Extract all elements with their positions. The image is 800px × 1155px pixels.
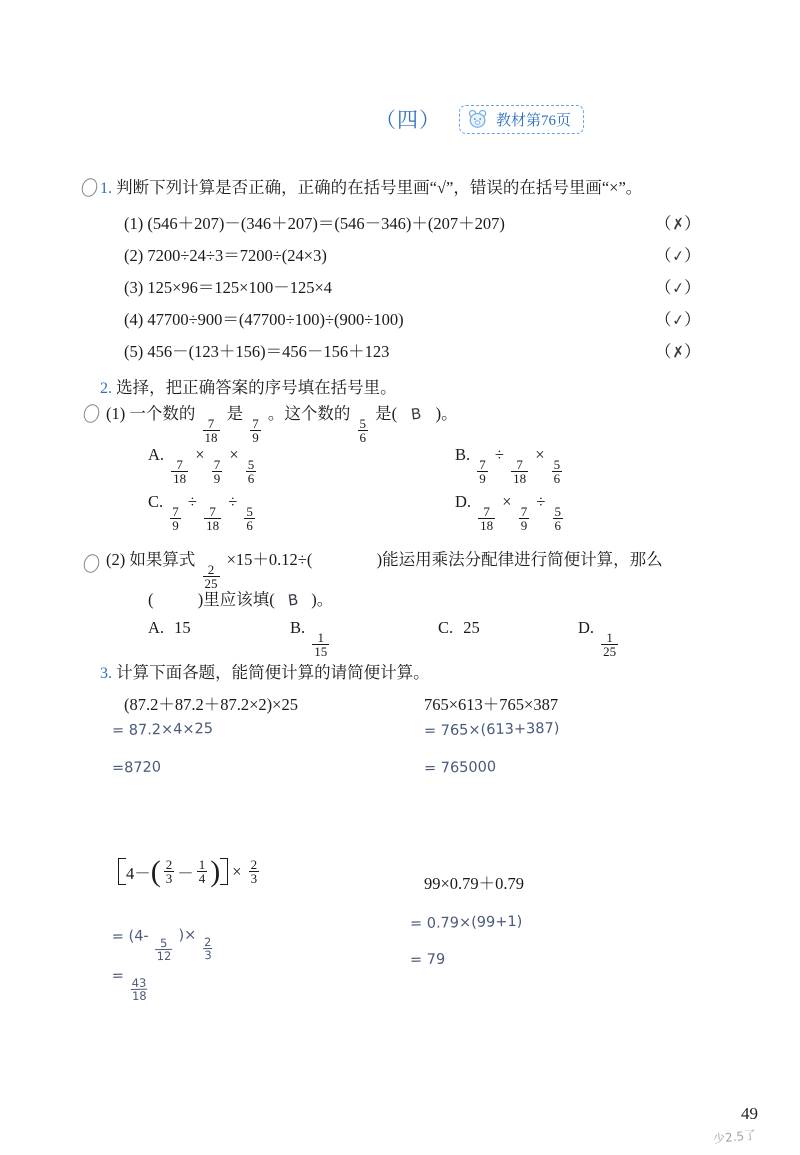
num: 2: [203, 935, 212, 950]
den: 18: [206, 517, 220, 533]
q2-sub1-option-a-op1: ×: [195, 445, 205, 464]
den: 3: [250, 871, 258, 886]
den: 3: [165, 871, 173, 886]
q2-sub1-option-c-op2: ÷: [228, 492, 238, 511]
q2-sub1-option-c-key: C.: [148, 492, 164, 511]
q2-sub2-option-d[interactable]: [578, 618, 621, 658]
q2-sub1-option-c-frac-3: [244, 505, 255, 532]
num: 5: [553, 456, 561, 472]
den: 6: [554, 517, 562, 533]
question-3-number: 3.: [100, 665, 112, 682]
q3-problem-3-expr: [118, 854, 262, 890]
den: 9: [520, 517, 528, 533]
q2-sub1-option-a-key: A.: [148, 445, 165, 464]
q2-sub1-option-a-frac-2: [212, 458, 223, 485]
q2-sub2-option-d-key: D.: [578, 618, 595, 637]
q2-sub2-option-b[interactable]: [290, 618, 332, 658]
q3-problem-2-work-line-1: = 765×(613+387): [423, 720, 560, 740]
num: 7: [479, 456, 486, 472]
q3-problem-3-mult: ×: [232, 861, 242, 881]
q2-sub2-frac-numerator: 2: [207, 561, 215, 577]
num: 7: [483, 503, 490, 519]
q3-problem-1-expr: (87.2＋87.2＋87.2×2)×25: [124, 695, 298, 714]
den: 18: [480, 517, 494, 533]
q2-sub1-option-c-op1: ÷: [187, 492, 197, 511]
textbook-page-label: 教材第76页: [496, 112, 572, 129]
page-number: 49: [741, 1104, 758, 1123]
question-3-prompt: 计算下面各题，能简便计算的请简便计算。: [116, 663, 430, 682]
den: 25: [603, 643, 617, 659]
q3-problem-2-expr: 765×613＋765×387: [424, 695, 559, 714]
num: 5: [554, 503, 562, 519]
q2-sub2-line2-b: )里应该填(: [197, 590, 275, 609]
q1-item-1: [124, 210, 505, 234]
num: 2: [165, 857, 173, 872]
q2-sub1-option-b-frac-2: [511, 458, 528, 485]
q2-sub1-option-d-frac-1: [478, 505, 495, 532]
den: 15: [314, 643, 328, 659]
q1-item-3-answer: ✓: [670, 278, 686, 298]
q2-sub1-option-b[interactable]: [455, 445, 565, 485]
q2-sub1-text-a: 一个数的: [129, 404, 196, 423]
den: 18: [131, 988, 147, 1004]
q2-sub2-line2-c: )。: [311, 590, 334, 609]
q1-item-1-label: (1): [124, 214, 144, 233]
q2-sub2-label: (2): [106, 550, 126, 569]
q3-problem-3-work1-frac: [155, 937, 172, 962]
q1-item-3-answer-box[interactable]: （✓）: [655, 278, 701, 298]
q2-sub1-fraction-3: [358, 417, 369, 444]
q2-sub1-fraction-1: [203, 417, 220, 444]
q2-sub2-stem-line1: [106, 546, 663, 590]
left-square-bracket: [118, 858, 126, 885]
q2-sub1-option-d-key: D.: [455, 492, 472, 511]
q2-sub1-text-d: 是(: [375, 404, 398, 423]
q3-problem-3-lead: 4－: [126, 863, 151, 883]
q2-sub1-option-d-op2: ÷: [536, 492, 546, 511]
den: 4: [198, 871, 206, 886]
q3-problem-4-work-line-2: = 79: [409, 951, 446, 969]
q1-item-2-answer: ✓: [670, 246, 686, 266]
margin-check-mark-q1: [79, 176, 100, 199]
q2-sub2-text-b: ×15＋0.12÷(: [226, 550, 313, 569]
q2-sub2-frac-denominator: 25: [204, 575, 218, 591]
num: 5: [159, 936, 168, 951]
q1-item-2-answer-box[interactable]: （✓）: [655, 246, 701, 266]
q1-item-5-expr: 456－(123＋156)＝456－156＋123: [147, 342, 390, 361]
right-square-bracket: [220, 858, 228, 885]
q3-problem-3-minus: －: [177, 863, 194, 883]
section-title: （四）: [375, 108, 441, 132]
q2-sub2-text-a: 如果算式: [129, 550, 196, 569]
num: 7: [213, 456, 221, 472]
q2-sub1-stem: [106, 400, 458, 444]
den: 3: [204, 948, 212, 963]
q1-item-4-label: (4): [124, 310, 144, 329]
q1-item-3-label: (3): [124, 278, 144, 297]
q2-sub2-option-c-value: 25: [463, 618, 480, 637]
den: 6: [247, 470, 255, 486]
q2-sub1-answer[interactable]: B: [410, 404, 423, 424]
q2-sub2-option-c-key: C.: [438, 618, 454, 637]
num: 7: [516, 456, 523, 472]
q1-item-1-expr: (546＋207)－(346＋207)＝(546－346)＋(207＋207): [147, 214, 505, 233]
margin-check-mark-q2-1: [81, 402, 102, 425]
q2-sub1-option-d-frac-3: [553, 505, 564, 532]
den: 6: [246, 517, 253, 533]
q3-problem-3-work-line-1: [112, 927, 215, 964]
q2-sub2-option-c[interactable]: [438, 618, 480, 638]
q2-sub1-f2-denominator: 9: [252, 429, 259, 445]
den: 12: [156, 949, 172, 964]
q3-problem-3-work-line-2: [112, 968, 150, 1003]
q2-sub1-option-a-op2: ×: [229, 445, 239, 464]
q3-problem-1-work-line-2: =8720: [111, 759, 162, 777]
q2-sub1-option-b-op2: ×: [535, 445, 545, 464]
den: 9: [479, 470, 486, 486]
den: 6: [553, 470, 561, 486]
num: 2: [250, 857, 258, 872]
q1-item-5-answer: ✗: [670, 342, 686, 362]
q2-sub2-option-a-key: A.: [148, 618, 165, 637]
q2-sub1-option-a-frac-3: [246, 458, 257, 485]
q3-problem-4-work-line-1: = 0.79×(99+1): [409, 913, 523, 933]
num: 1: [606, 629, 613, 645]
q2-sub1-option-c-frac-1: [170, 505, 181, 532]
den: 18: [173, 470, 187, 486]
footer-handwritten-scribble: 少2.5了: [712, 1127, 757, 1147]
q2-sub1-option-b-op1: ÷: [494, 445, 504, 464]
q1-item-2-label: (2): [124, 246, 144, 265]
q1-item-4-answer: ✓: [670, 310, 686, 330]
q2-sub1-option-a[interactable]: [148, 445, 259, 485]
q3-problem-2-work-line-2: = 765000: [423, 759, 497, 777]
q2-sub1-f1-numerator: 7: [207, 415, 215, 431]
q2-sub1-option-b-frac-3: [552, 458, 563, 485]
num: 7: [176, 456, 183, 472]
q3-problem-3-work1-post: )×: [178, 927, 197, 944]
q1-item-2: [124, 242, 327, 266]
q2-sub2-option-d-frac: [601, 631, 618, 658]
q2-sub2-option-b-key: B.: [290, 618, 306, 637]
den: 9: [172, 517, 179, 533]
q1-item-2-expr: 7200÷24÷3＝7200÷(24×3): [147, 246, 327, 265]
q2-sub2-option-b-frac: [312, 631, 329, 658]
num: 5: [247, 456, 255, 472]
q3-problem-1-work-line-1: = 87.2×4×25: [111, 720, 214, 740]
q3-problem-3-outer-frac: [249, 858, 260, 885]
q2-sub1-f1-denominator: 18: [204, 429, 218, 445]
q3-problem-3-work1-frac2: [203, 936, 213, 961]
q1-item-3-expr: 125×96＝125×100－125×4: [147, 278, 333, 297]
q3-problem-3-inner-frac-2: [197, 858, 208, 885]
q1-item-5: [124, 338, 389, 362]
q2-sub1-label: (1): [106, 404, 126, 423]
q3-problem-3-work1-pre: = (4-: [111, 928, 149, 946]
q2-sub1-text-e: )。: [435, 404, 458, 423]
bear-icon: [467, 109, 489, 129]
q2-sub1-text-c: 。这个数的: [267, 404, 351, 423]
q3-problem-4-expr: 99×0.79＋0.79: [424, 874, 525, 893]
num: 1: [317, 629, 325, 645]
q3-problem-3-work2-frac: [131, 977, 148, 1002]
page-header: [375, 104, 584, 134]
q1-item-1-answer-box[interactable]: （✗）: [655, 214, 701, 234]
question-1-number: 1.: [100, 180, 112, 197]
q2-sub1-option-a-frac-1: [171, 458, 188, 485]
den: 18: [513, 470, 527, 486]
q2-sub1-option-c-frac-2: [204, 505, 221, 532]
q1-item-5-answer-box[interactable]: （✗）: [655, 342, 701, 362]
num: 7: [520, 503, 528, 519]
q1-item-3: [124, 274, 332, 298]
q2-sub1-option-d-op1: ×: [502, 492, 512, 511]
num: 7: [172, 503, 179, 519]
q2-sub2-option-a-value: 15: [174, 618, 191, 637]
q2-sub1-fraction-2: [250, 417, 261, 444]
q3-problem-3-work2-pre: =: [111, 968, 125, 985]
q2-sub1-text-b: 是: [226, 404, 244, 423]
q2-sub1-option-b-frac-1: [477, 458, 488, 485]
question-2-heading: [100, 374, 397, 398]
num: 5: [246, 503, 253, 519]
q3-problem-3-bracket-expression: 4－ ( $\frac{2}{3}$ － $\frac{1}{4}$ ) × $\frac{2}{3}$: [118, 858, 262, 885]
q1-item-4-answer-box[interactable]: （✓）: [655, 310, 701, 330]
q2-sub2-stem-line2: [148, 586, 333, 610]
q2-sub2-text-c: )能运用乘法分配律进行简便计算，那么: [376, 550, 663, 569]
q2-sub1-option-d[interactable]: [455, 492, 566, 532]
den: 9: [213, 470, 221, 486]
q2-sub1-option-c[interactable]: [148, 492, 258, 532]
question-1-heading: [100, 174, 642, 198]
q1-item-1-answer: ✗: [670, 214, 686, 234]
q2-sub1-f3-denominator: 6: [359, 429, 366, 445]
q2-sub2-answer[interactable]: B: [286, 590, 300, 610]
question-2-number: 2.: [100, 380, 112, 397]
num: 1: [198, 857, 206, 872]
margin-check-mark-q2-2: [81, 552, 102, 575]
question-2-prompt: 选择，把正确答案的序号填在括号里。: [116, 378, 397, 397]
textbook-page-badge: [459, 105, 584, 134]
question-3-heading: [100, 659, 430, 683]
num: 43: [131, 975, 147, 991]
q2-sub1-f2-numerator: 7: [252, 415, 259, 431]
q2-sub2-option-a[interactable]: [148, 618, 191, 638]
q2-sub1-f3-numerator: 5: [359, 415, 366, 431]
q1-item-4-expr: 47700÷900＝(47700÷100)÷(900÷100): [147, 310, 404, 329]
q2-sub1-option-b-key: B.: [455, 445, 471, 464]
q2-sub2-line2-a: (: [148, 590, 154, 609]
q1-item-4: [124, 306, 404, 330]
q2-sub1-option-d-frac-2: [519, 505, 530, 532]
q3-problem-3-inner-frac-1: [164, 858, 175, 885]
q1-item-5-label: (5): [124, 342, 144, 361]
question-1-prompt: 判断下列计算是否正确，正确的在括号里画“√”，错误的在括号里画“×”。: [116, 178, 643, 197]
num: 7: [209, 503, 216, 519]
